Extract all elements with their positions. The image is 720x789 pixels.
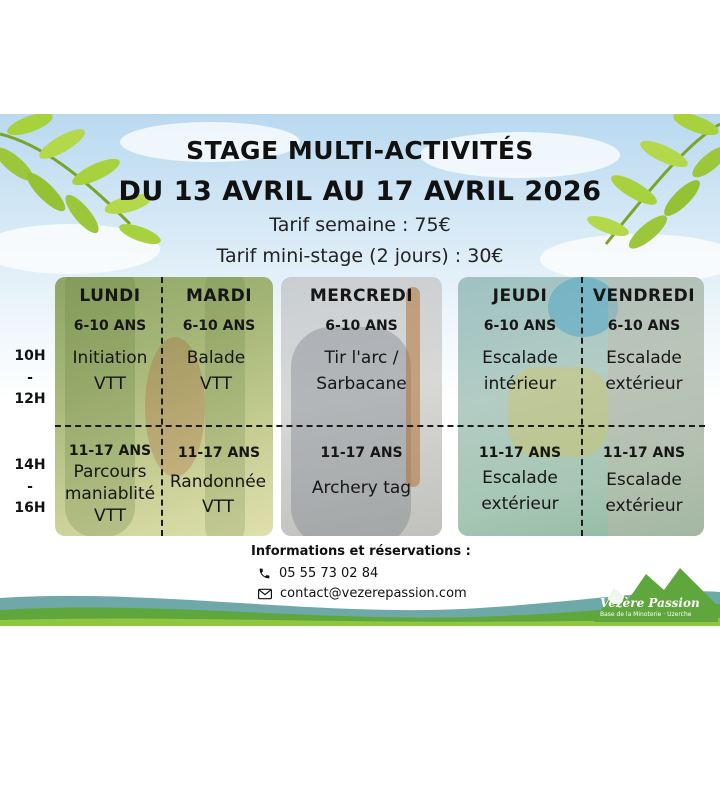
activity-line: VTT: [93, 373, 127, 394]
age-lundi-pm: 11-17 ANS: [68, 443, 152, 459]
activity-mardi-am: [160, 346, 272, 397]
time-afternoon-end: 16H: [14, 500, 46, 517]
day-lundi: LUNDI: [79, 286, 141, 306]
activity-line: extérieur: [481, 493, 559, 514]
activity-line: extérieur: [605, 495, 683, 516]
time-afternoon-sep: -: [27, 478, 33, 495]
age-mercredi-pm: 11-17 ANS: [320, 445, 403, 461]
activity-line: maniablité: [64, 484, 156, 505]
activity-line: Randonnée: [169, 472, 267, 492]
activity-line: Escalade: [606, 470, 682, 490]
logo-subtitle: Base de la Minoterie · Uzerche: [600, 611, 692, 618]
day-vendredi: VENDREDI: [592, 286, 696, 306]
age-jeudi-pm: 11-17 ANS: [478, 445, 562, 461]
time-morning-end: 12H: [14, 391, 46, 408]
activity-jeudi-pm: [462, 466, 578, 517]
activity-line: Escalade: [482, 468, 558, 488]
age-vendredi-am: 6-10 ANS: [607, 318, 681, 334]
tarif-semaine: Tarif semaine : 75€: [269, 214, 451, 236]
phone-number[interactable]: 05 55 73 02 84: [279, 566, 379, 581]
activity-line: VTT: [93, 506, 127, 527]
activity-line: Parcours: [73, 462, 147, 482]
age-mardi-am: 6-10 ANS: [182, 318, 256, 334]
time-afternoon: [10, 455, 50, 520]
activity-lundi-pm: [56, 461, 164, 527]
age-mercredi-am: 6-10 ANS: [325, 318, 398, 334]
envelope-icon: [258, 588, 272, 600]
email-address[interactable]: contact@vezerepassion.com: [280, 586, 467, 601]
day-jeudi: JEUDI: [492, 286, 548, 306]
activity-lundi-am: [56, 346, 164, 397]
activity-line: Archery tag: [311, 478, 412, 498]
activity-vendredi-pm: [584, 468, 704, 519]
activity-line: extérieur: [605, 373, 683, 394]
activity-line: Tir l'arc /: [324, 348, 399, 368]
activity-jeudi-am: [462, 346, 578, 397]
activity-line: Sarbacane: [316, 373, 407, 394]
email-line: [258, 586, 467, 601]
divider-jeudi-vendredi: [581, 277, 583, 536]
stage-dates: DU 13 AVRIL AU 17 AVRIL 2026: [118, 176, 602, 207]
info-title: Informations et réservations :: [251, 544, 471, 559]
activity-mercredi-am: [281, 346, 442, 397]
time-morning-sep: -: [27, 369, 33, 386]
stage-title: STAGE MULTI-ACTIVITÉS: [186, 136, 534, 165]
phone-icon: [258, 567, 271, 580]
day-mardi: MARDI: [185, 286, 253, 306]
day-mercredi: MERCREDI: [309, 286, 414, 306]
divider-am-pm: [55, 425, 705, 427]
activity-vendredi-am: [584, 346, 704, 397]
time-morning-start: 10H: [14, 348, 46, 364]
logo-name: Vézère Passion: [600, 596, 700, 610]
activity-mardi-pm: [160, 470, 276, 519]
activity-line: intérieur: [483, 373, 557, 394]
phone-line: [258, 566, 378, 581]
activity-line: Escalade: [606, 348, 682, 368]
activity-line: Initiation: [72, 348, 148, 368]
activity-line: VTT: [199, 373, 233, 394]
age-jeudi-am: 6-10 ANS: [483, 318, 557, 334]
activity-line: Balade: [186, 348, 246, 368]
time-afternoon-start: 14H: [14, 457, 46, 473]
activity-line: VTT: [201, 496, 235, 517]
poster: [0, 114, 720, 626]
activity-line: Escalade: [482, 348, 558, 368]
time-morning: [10, 346, 50, 411]
age-vendredi-pm: 11-17 ANS: [602, 445, 686, 461]
tarif-mini-stage: Tarif mini-stage (2 jours) : 30€: [216, 245, 504, 267]
age-mardi-pm: 11-17 ANS: [177, 445, 261, 461]
activity-mercredi-pm: [281, 476, 442, 502]
age-lundi-am: 6-10 ANS: [73, 318, 147, 334]
